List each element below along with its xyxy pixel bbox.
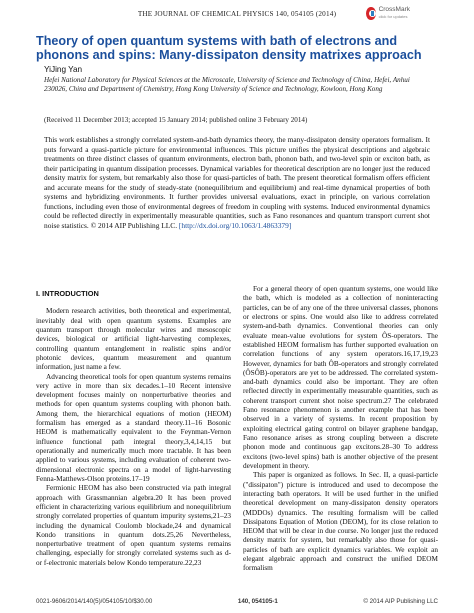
abstract-text: This work establishes a strongly correlated system-and-bath dynamics theory, the many-dissipaton density operators formalism. It puts forward a quasi-particle picture for environmental influences. This picture unifies the physical descriptions and algebraic treatments on three distinct classes of quantum environments, electron bath, phonon bath, and two-level spin or exciton bath, as their participating in quantum dissipation processes. Dynamical variables for theoretical description are no longer just the reduced density matrix for system, but remarkably also those for quasi-particles of bath. The present theoretical formalism offers efficient and accurate means for the study of steady-state (nonequilibrium and equilibrium) and real-time dynamical properties of both systems and hybridizing environments. It further provides universal evaluations, exact in principle, on various correlation functions, including even those of environmental degrees of freedom in coupling with systems. Induced environmental dynamics could be reflected directly in experimentally measurable quantities, such as Fano resonances and quantum transport current shot noise statistics. © 2014 AIP Publishing LLC. (44, 135, 430, 230)
page-number: 140, 054105-1 (237, 598, 278, 605)
author-name: YiJing Yan (44, 65, 83, 74)
crossmark-badge[interactable] (366, 5, 410, 21)
received-dates: (Received 11 December 2013; accepted 15 January 2014; published online 3 February 2014) (44, 116, 308, 124)
left-column (36, 289, 231, 568)
crossmark-icon (366, 7, 376, 20)
doi-link[interactable]: [http://dx.doi.org/10.1063/1.4863379] (178, 220, 292, 230)
crossmark-subtext: click for updates (378, 14, 408, 19)
crossmark-text: CrossMark (378, 6, 410, 13)
crossmark-label (379, 6, 410, 20)
footer-copyright: © 2014 AIP Publishing LLC (363, 598, 438, 605)
right-column (243, 285, 438, 574)
paper-title: Theory of open quantum systems with bath of electrons and phonons and spins: Many-dissipaton density matrixes approach (36, 34, 422, 62)
paragraph: Fermionic HEOM has also been constructed via path integral approach with Grassmannian algebra.20 It has been proved efficient in characterizing various equilibrium and nonequilibrium strongly correlated properties of quantum impurity systems,21–23 including the dynamical Coulomb blockade,24 and dynamical Kondo transitions in quantum dots.25,26 Nevertheless, nonperturbative treatment of open quantum systems remains challenging, especially for strongly correlated systems such as d- or f-electronic materials below Kondo temperature.22,23 (36, 484, 231, 567)
journal-header: THE JOURNAL OF CHEMICAL PHYSICS 140, 054105 (2014) (137, 10, 337, 18)
paragraph: Modern research activities, both theoretical and experimental, inevitably deal with open quantum systems. Examples are quantum transport through molecular wires and mesoscopic devices, biological or artificial light-harvesting complexes, controlling quantum entanglement in realistic spins and/or photonic devices, quantum measurement and quantum information, just name a few. (36, 307, 231, 372)
author-affiliation: Hefei National Laboratory for Physical Sciences at the Microscale, University of Science and Technology of China, Hefei, Anhui 230026, China and Department of Chemistry, Hong Kong University of Science and Technology, Kowloon, Hong Kong (44, 76, 410, 93)
paragraph: This paper is organized as follows. In Sec. II, a quasi-particle ("dissipaton") picture is introduced and used to decompose the interacting bath operators. It will be used further in the unified theoretical development on many-dissipaton density operators (MDDOs) dynamics. The resulting formalism will be called Dissipatons Equation of Motion (DEOM), for its close relation to HEOM that will be clear in due course. No longer just the reduced density matrix for system, but remarkably also those for quasi-particles of bath are explicit dynamics variables. We exploit an elegant algebraic approach and construct the unified DEOM formalism (243, 471, 438, 573)
page-footer (36, 598, 438, 605)
section-heading: I. INTRODUCTION (36, 289, 99, 298)
footer-code: 0021-9606/2014/140(5)/054105/10/$30.00 (36, 598, 153, 605)
paragraph: For a general theory of open quantum systems, one would like the bath, which is modeled as a collection of noninteracting particles, can be of any one of the three universal classes, phonons or electrons or spins. One would also like to address correlated system-and-bath dynamics. Conventional theories can only evaluate mean-value evolutions for system ÔS-operators. The established HEOM formalism has further supported evaluation on correlation functions of any system operators.16,17,19,23 However, dynamics for bath ÔB-operators and strongly correlated (ÔSÔB)-operators are yet to be addressed. The correlated system-and-bath dynamics could also be important. They are often reflected directly in experimentally measurable quantities, such as coherent transport current shot noise spectrum.27 The celebrated Fano resonance phenomenon is another example that has been observed in a variety of systems. In recent proposition by exploiting electrical gating control on bilayer graphene bandgap, Fano resonance arises as strong coupling between a discrete phonon mode and continuous gap excitons.28–30 To address excitons (two-level spins) bath is another objective of the present development in theory. (243, 285, 438, 470)
paragraph: Advancing theoretical tools for open quantum systems remains very active in more than six decades.1–10 Recent intensive development focuses mainly on nonperturbative theories and methods for open quantum systems coupling with phonon bath. Among them, the hierarchical equations of motion (HEOM) formalism has emerged as a standard theory.11–16 Bosonic HEOM is mathematically equivalent to the Feynman-Vernon influence functional path integral theory,3,4,14,15 but operationally and numerically much more tractable. It has been applied to various systems, including evaluation of coherent two-dimensional electronic spectra on a model of light-harvesting Fenna-Matthews-Olson proteins.17–19 (36, 372, 231, 483)
abstract (44, 135, 430, 230)
